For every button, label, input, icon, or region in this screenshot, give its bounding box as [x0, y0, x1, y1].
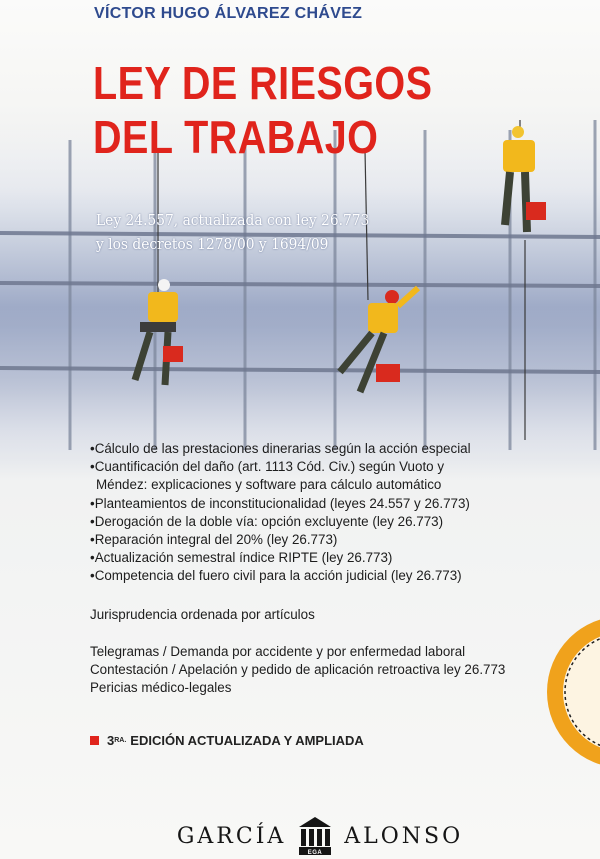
forms-list	[90, 643, 505, 698]
edition-text: EDICIÓN ACTUALIZADA Y AMPLIADA	[130, 733, 364, 748]
red-square-icon	[90, 736, 99, 745]
forms-line: Telegramas / Demanda por accidente y por enfermedad laboral	[90, 644, 466, 659]
edition-number: 3	[107, 733, 115, 748]
subtitle-line-1: Ley 24.557, actualizada con ley 26.773	[96, 211, 370, 229]
edition-label	[90, 733, 364, 748]
feature-list	[90, 440, 530, 586]
feature-item: •Cuantificación del daño (art. 1113 Cód. Civ.) según Vuoto y	[90, 459, 445, 475]
publisher-logo-text: EGA	[308, 850, 323, 856]
feature-item: •Reparación integral del 20% (ley 26.773)	[90, 532, 338, 548]
feature-item: •Cálculo de las prestaciones dinerarias según la acción especial	[90, 441, 471, 456]
cd-seal-icon	[543, 612, 600, 772]
title-line-2: DEL TRABAJO	[93, 111, 379, 163]
publisher	[150, 816, 490, 856]
forms-line: Pericias médico-legales	[90, 680, 232, 696]
jurisprudence-text: Jurisprudencia ordenada por artículos	[90, 607, 315, 622]
publisher-name-left: GARCÍA	[176, 823, 287, 849]
author-name: VÍCTOR HUGO ÁLVAREZ CHÁVEZ	[94, 5, 363, 22]
feature-item: •Planteamientos de inconstitucionalidad (leyes 24.557 y 26.773)	[90, 495, 470, 511]
forms-line: Contestación / Apelación y pedido de aplicación retroactiva ley 26.773	[90, 662, 506, 678]
jurisprudence-note	[90, 606, 315, 624]
subtitle-line-2: y los decretos 1278/00 y 1694/09	[96, 235, 329, 253]
feature-item: •Derogación de la doble vía: opción excluyente (ley 26.773)	[90, 513, 444, 529]
publisher-name-right: ALONSO	[344, 823, 464, 849]
feature-item: Méndez: explicaciones y software para cálculo automático	[96, 477, 442, 493]
title-line-1: LEY DE RIESGOS	[93, 57, 433, 109]
edition-superscript: RA.	[114, 737, 127, 744]
publisher-columns-icon	[298, 816, 332, 856]
feature-item: •Competencia del fuero civil para la acción judicial (ley 26.773)	[90, 568, 462, 584]
book-subtitle	[96, 208, 369, 256]
feature-item: •Actualización semestral índice RIPTE (ley 26.773)	[90, 550, 393, 566]
book-title	[93, 56, 432, 164]
